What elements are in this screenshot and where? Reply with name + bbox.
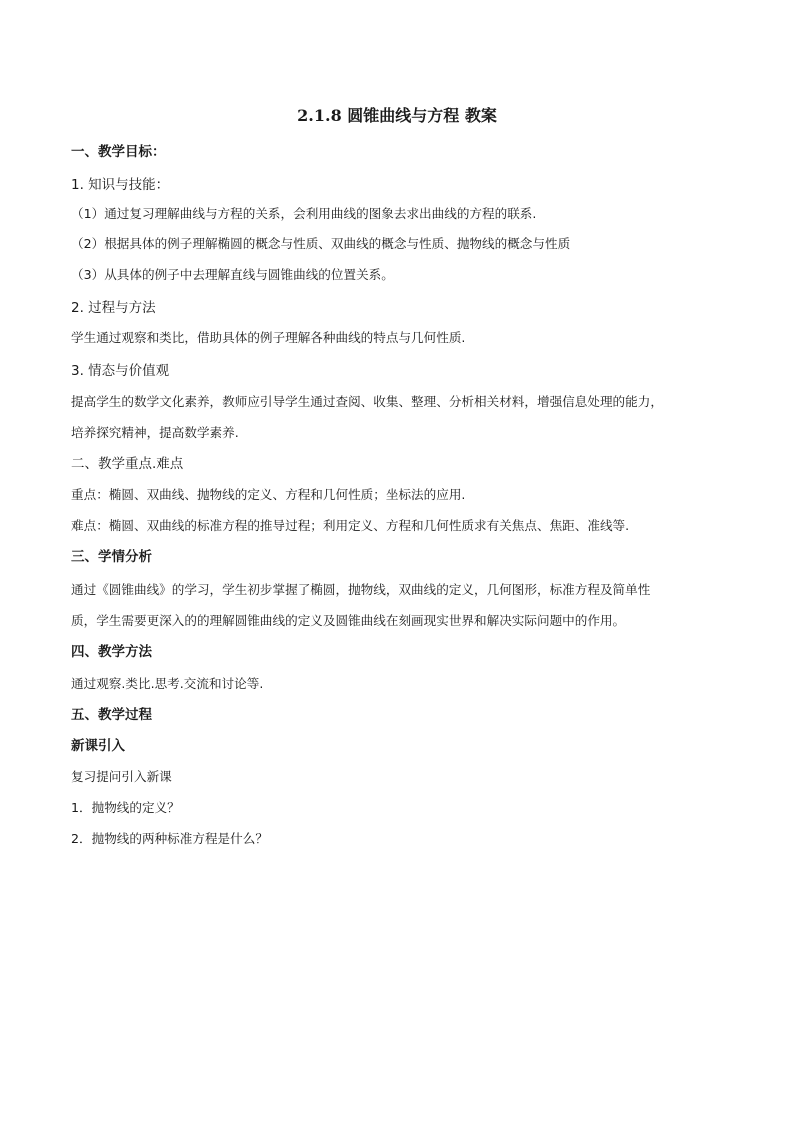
paragraph-attitude-values-line1: 提高学生的数学文化素养，教师应引导学生通过查阅、收集、整理、分析相关材料，增强信息处理的能力， <box>71 394 663 409</box>
section-heading-teaching-methods: 四、教学方法 <box>71 644 152 660</box>
paragraph-review-intro: 复习提问引入新课 <box>71 769 172 784</box>
paragraph-student-analysis-line1: 通过《圆锥曲线》的学习，学生初步掌握了椭圆，抛物线，双曲线的定义，几何图形，标准方程及简单性 <box>71 582 651 597</box>
subheading-attitude-values: 3. 情态与价值观 <box>71 363 170 379</box>
section-heading-teaching-goals: 一、教学目标： <box>71 144 166 160</box>
subheading-knowledge-skills: 1. 知识与技能： <box>71 177 170 193</box>
section-heading-key-difficult: 二、教学重点.难点 <box>71 456 184 472</box>
paragraph-student-analysis-line2: 质，学生需要更深入的的理解圆锥曲线的定义及圆锥曲线在刻画现实世界和解决实际问题中的作用。 <box>71 613 626 628</box>
paragraph-attitude-values-line2: 培养探究精神，提高数学素养. <box>71 425 239 440</box>
question-1: 1．抛物线的定义？ <box>71 800 180 815</box>
section-heading-teaching-process: 五、教学过程 <box>71 707 152 723</box>
paragraph-teaching-methods: 通过观察.类比.思考.交流和讨论等. <box>71 676 264 691</box>
goal-item-2: （2）根据具体的例子理解椭圆的概念与性质、双曲线的概念与性质、抛物线的概念与性质 <box>71 236 571 251</box>
paragraph-process-method: 学生通过观察和类比，借助具体的例子理解各种曲线的特点与几何性质. <box>71 330 466 345</box>
subheading-process-method: 2. 过程与方法 <box>71 300 156 316</box>
subheading-new-lesson-intro: 新课引入 <box>71 738 125 754</box>
goal-item-3: （3）从具体的例子中去理解直线与圆锥曲线的位置关系。 <box>71 267 394 282</box>
section-heading-student-analysis: 三、学情分析 <box>71 549 152 565</box>
paragraph-key-points: 重点：椭圆、双曲线、抛物线的定义、方程和几何性质；坐标法的应用. <box>71 487 466 502</box>
question-2: 2．抛物线的两种标准方程是什么？ <box>71 831 268 846</box>
goal-item-1: （1）通过复习理解曲线与方程的关系，会利用曲线的图象去求出曲线的方程的联系. <box>71 206 537 221</box>
document-title: 2.1.8 圆锥曲线与方程 教案 <box>297 106 497 125</box>
paragraph-difficult-points: 难点：椭圆、双曲线的标准方程的推导过程；利用定义、方程和几何性质求有关焦点、焦距、准线等. <box>71 518 630 533</box>
